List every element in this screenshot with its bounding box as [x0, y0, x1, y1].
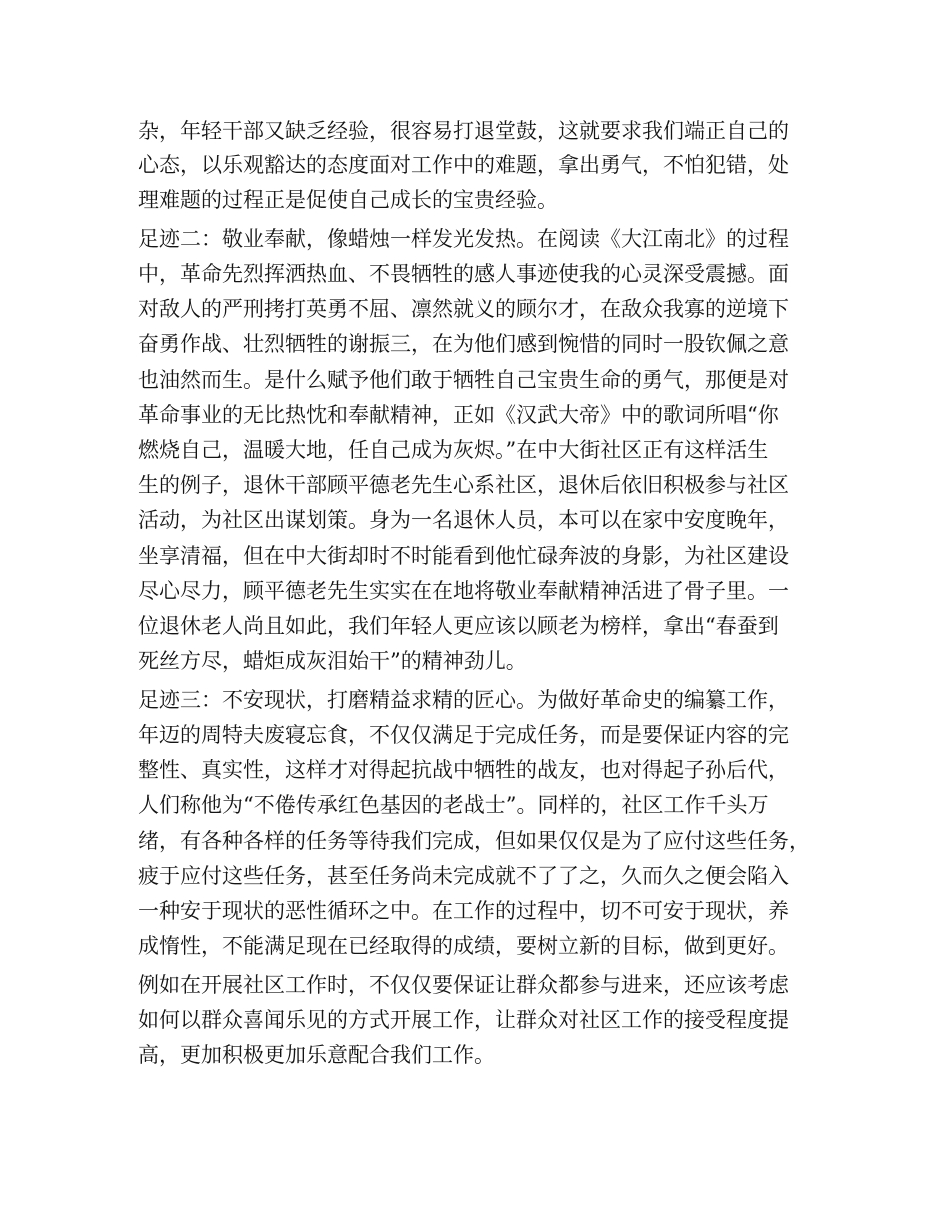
- text-line: 例如在开展社区工作时，不仅仅要保证让群众都参与进来，还应该考虑: [138, 973, 789, 997]
- text-line: 心态，以乐观豁达的态度面对工作中的难题，拿出勇气，不怕犯错，处: [138, 153, 789, 177]
- text-line: 坐享清福，但在中大街却时不时能看到他忙碌奔波的身影，为社区建设: [138, 544, 789, 568]
- text-line: 也油然而生。是什么赋予他们敢于牺牲自己宝贵生命的勇气，那便是对: [138, 368, 789, 392]
- text-line: 尽心尽力，顾平德老先生实实在在地将敬业奉献精神活进了骨子里。一: [138, 579, 789, 603]
- text-line: 革命事业的无比热忱和奉献精神，正如《汉武大帝》中的歌词所唱“你: [138, 403, 779, 427]
- text-line: 如何以群众喜闻乐见的方式开展工作，让群众对社区工作的接受程度提: [138, 1008, 789, 1032]
- text-line: 位退休老人尚且如此，我们年轻人更应该以顾老为榜样，拿出“春蚕到: [138, 614, 779, 638]
- text-line: 足迹二：敬业奉献，像蜡烛一样发光发热。在阅读《大江南北》的过程: [138, 227, 789, 251]
- text-line: 燃烧自己，温暖大地，任自己成为灰烬。”在中大街社区正有这样活生: [138, 438, 769, 462]
- text-line: 中，革命先烈挥洒热血、不畏牺牲的感人事迹使我的心灵深受震撼。面: [138, 262, 789, 286]
- text-line: 足迹三：不安现状，打磨精益求精的匠心。为做好革命史的编纂工作，: [138, 688, 789, 712]
- text-line: 奋勇作战、壮烈牺牲的谢振三，在为他们感到惋惜的同时一股钦佩之意: [138, 332, 789, 356]
- text-line: 疲于应付这些任务，甚至任务尚未完成就不了了之，久而久之便会陷入: [138, 864, 789, 888]
- text-line: 对敌人的严刑拷打英勇不屈、凛然就义的顾尔才，在敌众我寡的逆境下: [138, 297, 789, 321]
- text-line: 绪，有各种各样的任务等待我们完成，但如果仅仅是为了应付这些任务，: [138, 829, 810, 853]
- text-line: 人们称他为“不倦传承红色基因的老战士”。同样的，社区工作千头万: [138, 793, 769, 817]
- text-line: 活动，为社区出谋划策。身为一名退休人员，本可以在家中安度晚年，: [138, 508, 789, 532]
- text-line: 生的例子，退休干部顾平德老先生心系社区，退休后依旧积极参与社区: [138, 473, 789, 497]
- text-line: 理难题的过程正是促使自己成长的宝贵经验。: [138, 188, 558, 212]
- text-line: 整性、真实性，这样才对得起抗战中牺牲的战友，也对得起子孙后代，: [138, 758, 789, 782]
- text-line: 年迈的周特夫废寝忘食，不仅仅满足于完成任务，而是要保证内容的完: [138, 723, 789, 747]
- text-line: 一种安于现状的恶性循环之中。在工作的过程中，切不可安于现状，养: [138, 899, 789, 923]
- text-line: 死丝方尽，蜡炬成灰泪始干”的精神劲儿。: [138, 649, 527, 673]
- text-line: 成惰性，不能满足现在已经取得的成绩，要树立新的目标，做到更好。: [138, 934, 789, 958]
- text-line: 高，更加积极更加乐意配合我们工作。: [138, 1043, 495, 1067]
- text-line: 杂，年轻干部又缺乏经验，很容易打退堂鼓，这就要求我们端正自己的: [138, 119, 789, 143]
